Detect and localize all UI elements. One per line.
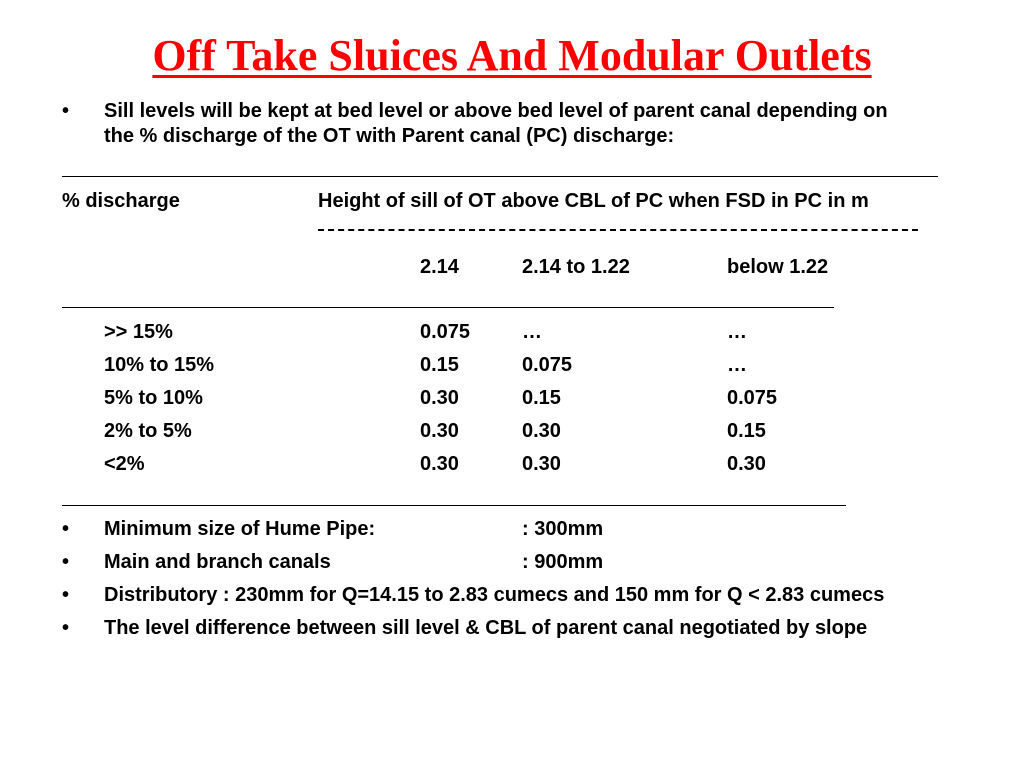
row-value: 0.30	[420, 420, 459, 442]
row-value: 0.075	[420, 321, 471, 343]
hume-pipe-label: Minimum size of Hume Pipe:	[104, 518, 376, 540]
sill-height-group-header: Height of sill of OT above CBL of PC when FSD in PC in m	[318, 190, 869, 212]
intro-text-line-1: Sill levels will be kept at bed level or above bed level of parent canal depending on	[104, 100, 888, 122]
bullet-marker: •	[62, 518, 70, 540]
row-value: 0.075	[727, 387, 778, 409]
row-value: 0.30	[420, 387, 459, 409]
sub-header-2-14: 2.14	[420, 256, 459, 278]
main-branch-canals-label: Main and branch canals	[104, 551, 331, 573]
row-label: 5% to 10%	[104, 387, 203, 409]
slide-title: Off Take Sluices And Modular Outlets	[152, 31, 872, 80]
row-value: 0.075	[522, 354, 573, 376]
bullet-marker: •	[62, 551, 70, 573]
bullet-marker: •	[62, 617, 70, 639]
row-value: 0.30	[522, 420, 561, 442]
sub-header-2-14-to-1-22: 2.14 to 1.22	[522, 256, 630, 278]
row-label: >> 15%	[104, 321, 173, 343]
level-difference-text: The level difference between sill level & CBL of parent canal negotiated by slope	[104, 617, 868, 639]
sub-header-below-1-22: below 1.22	[727, 256, 829, 278]
main-branch-canals-value: : 900mm	[522, 551, 604, 573]
row-value: 0.15	[420, 354, 459, 376]
table-top-rule	[62, 176, 938, 177]
row-value: …	[727, 354, 747, 376]
row-label: 2% to 5%	[104, 420, 192, 442]
row-value: 0.15	[522, 387, 561, 409]
bullet-marker: •	[62, 584, 70, 606]
intro-text-line-2: the % discharge of the OT with Parent canal (PC) discharge:	[104, 125, 675, 147]
row-value: …	[727, 321, 747, 343]
row-label: <2%	[104, 453, 145, 475]
discharge-column-header: % discharge	[62, 190, 180, 212]
row-value: …	[522, 321, 542, 343]
bullet-marker: •	[62, 100, 70, 122]
row-value: 0.30	[727, 453, 766, 475]
row-value: 0.30	[522, 453, 561, 475]
header-dashed-divider	[318, 229, 918, 231]
hume-pipe-value: : 300mm	[522, 518, 604, 540]
distributory-text: Distributory : 230mm for Q=14.15 to 2.83 cumecs and 150 mm for Q < 2.83 cumecs	[104, 584, 885, 606]
row-value: 0.15	[727, 420, 766, 442]
table-bottom-rule	[62, 505, 846, 506]
row-value: 0.30	[420, 453, 459, 475]
row-label: 10% to 15%	[104, 354, 215, 376]
table-header-rule	[62, 307, 834, 308]
